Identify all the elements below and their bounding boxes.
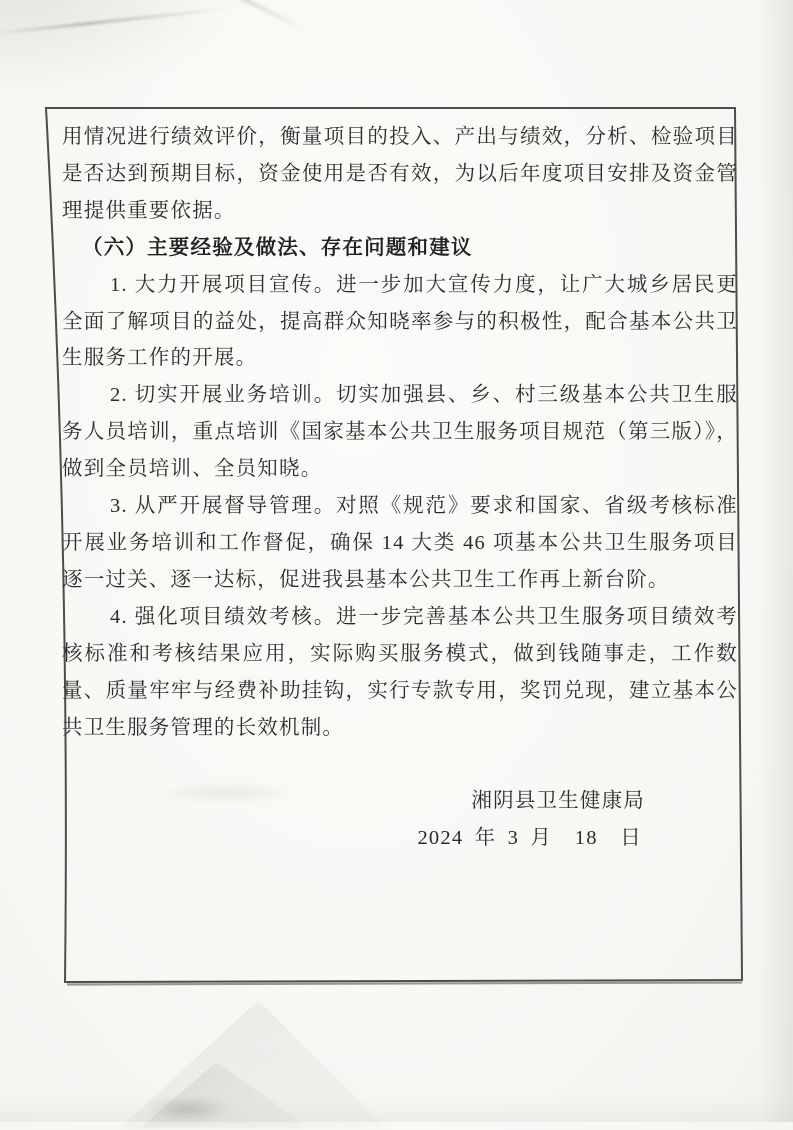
- signature-organization: 湘阴县卫生健康局: [471, 790, 645, 813]
- numbered-paragraph-4: 4. 强化项目绩效考核。进一步完善基本公共卫生服务项目绩效考核标准和考核结果应用，实际购买服务模式，做到钱随事走，工作数量、质量牢牢与经费补助挂钩，实行专款专用，奖罚兑现，建立基本公共卫生服务管理的长效机制。: [62, 605, 738, 739]
- scan-edge-shading: [0, 1096, 793, 1122]
- signature-date: 2024 年 3 月 18 日: [417, 827, 642, 850]
- continuation-paragraph: 用情况进行绩效评价，衡量项目的投入、产出与绩效，分析、检验项目是否达到预期目标，资金使用是否有效，为以后年度项目安排及资金管理提供重要依据。: [62, 126, 738, 222]
- section-heading: （六）主要经验及做法、存在问题和建议: [82, 236, 473, 259]
- numbered-paragraph-3: 3. 从严开展督导管理。对照《规范》要求和国家、省级考核标准开展业务培训和工作督促，确保 14 大类 46 项基本公共卫生服务项目逐一过关、逐一达标，促进我县基本公共卫生工作再上新台阶。: [62, 495, 738, 591]
- numbered-paragraph-2: 2. 切实开展业务培训。切实加强县、乡、村三级基本公共卫生服务人员培训，重点培训《国家基本公共卫生服务项目规范（第三版）》，做到全员培训、全员知晓。: [62, 384, 738, 481]
- scan-smudge: [160, 783, 290, 803]
- document-body: [62, 119, 738, 857]
- numbered-paragraph-1: 1. 大力开展项目宣传。进一步加大宣传力度，让广大城乡居民更全面了解项目的益处，提高群众知晓率参与的积极性，配合基本公共卫生服务工作的开展。: [62, 273, 738, 370]
